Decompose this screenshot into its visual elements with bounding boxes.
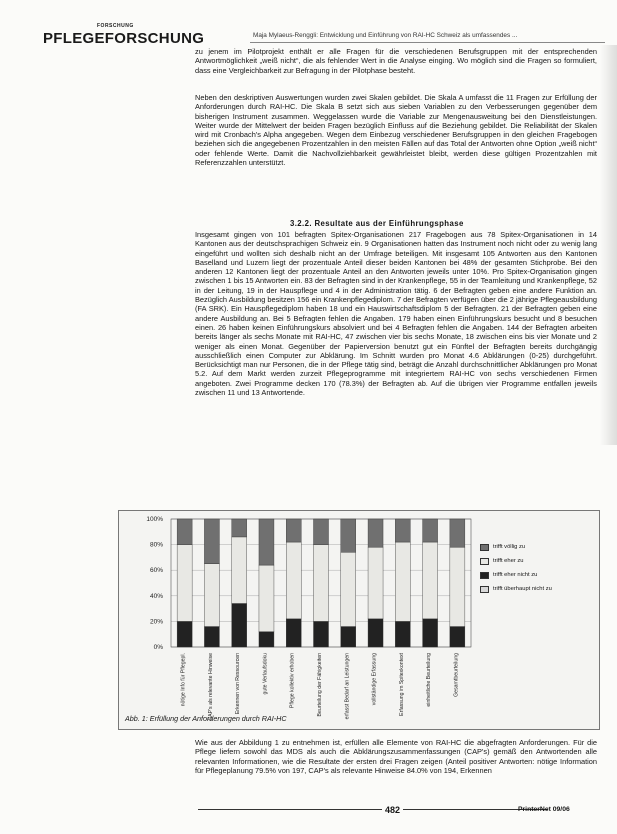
bar-segment <box>368 619 383 647</box>
legend-item <box>480 568 592 582</box>
x-tick-label: Gesamtbeurteilung <box>453 653 460 697</box>
legend-label: trifft eher nicht zu <box>493 572 538 578</box>
legend-item <box>480 582 592 596</box>
journal-logo-sup: FORSCHUNG <box>97 23 134 29</box>
section-title: 3.2.2. Resultate aus der Einführungsphase <box>290 219 464 228</box>
bar-segment <box>341 552 356 626</box>
bar-segment <box>232 603 247 647</box>
legend-label: trifft völlig zu <box>493 544 526 550</box>
legend-swatch <box>480 572 489 579</box>
bar-segment <box>204 627 219 647</box>
bar-segment <box>423 619 438 647</box>
paragraph-4 <box>195 738 597 775</box>
y-tick-label: 40% <box>149 592 163 600</box>
journal-logo <box>43 23 205 47</box>
legend-swatch <box>480 544 489 551</box>
header-rule <box>250 42 605 43</box>
running-title: Maja Mylaeus-Renggli: Entwicklung und Einführung von RAI-HC Schweiz als umfassendes ... <box>253 32 518 39</box>
legend-swatch <box>480 558 489 565</box>
bar-segment <box>314 519 329 545</box>
x-tick-label: erfasst Bedarf an Leistungen <box>344 653 351 720</box>
bar-segment <box>232 537 247 604</box>
bar-segment <box>341 627 356 647</box>
bar-segment <box>314 545 329 622</box>
x-tick-label: Erfassung im Spitexkontext <box>398 653 405 716</box>
chart-legend <box>480 540 592 596</box>
bar-segment <box>423 542 438 619</box>
x-tick-label: einheitliche Beurteilung <box>426 653 433 707</box>
bar-segment <box>368 519 383 547</box>
journal-logo-text: PFLEGEFORSCHUNG <box>43 30 205 47</box>
page-number: 482 <box>382 805 403 815</box>
x-tick-label: Erkennen von Ressourcen <box>235 653 242 715</box>
bar-segment <box>450 547 465 626</box>
paragraph-2-text: Neben den deskriptiven Auswertungen wurden zwei Skalen gebildet. Die Skala A umfasst die 11 Fragen zur Erfüllung der Anforderungen durch RAI-HC. Die Skala B setzt sich aus sieben Variablen zu den Verbesserungen gegenüber dem bisherigen Instrument zusammen. Weggelassen wurde die Variable zur Mengenausweitung bei den Dienstleistungen. Weiter wurde der Mittelwert der beiden Fragen bezüglich Einfluss auf die Beziehung gebildet. Die Reliabilität der Skalen wird mit Cronbach's Alpha angegeben. Wegen dem Einbezug verschiedener Berufsgruppen in den gleichen Fragebogen beziehen sich die angegebenen Prozentzahlen in den meisten Fällen auf das Total der Antworten ohne Option „weiß nicht“ oder fehlende Werte. Damit die Nachvollziehbarkeit gewährleistet bleibt, werden diese gültigen Prozentzahlen mit Referenzzahlen unterstützt. <box>195 93 597 168</box>
bar-segment <box>259 565 274 632</box>
x-tick-label: gute Verlaufsdoku <box>262 653 269 695</box>
bar-segment <box>314 621 329 647</box>
bar-segment <box>286 519 301 542</box>
bar-segment <box>450 627 465 647</box>
y-tick-label: 20% <box>149 618 163 626</box>
x-tick-label: nötige Info für Pflegepl. <box>180 653 187 707</box>
bar-segment <box>341 519 356 552</box>
bar-segment <box>259 519 274 565</box>
paragraph-3 <box>195 230 597 397</box>
bar-segment <box>450 519 465 547</box>
y-tick-label: 60% <box>149 567 163 575</box>
bar-segment <box>286 619 301 647</box>
legend-item <box>480 540 592 554</box>
bar-segment <box>368 547 383 619</box>
bar-segment <box>177 545 192 622</box>
bar-segment <box>395 621 410 647</box>
journal-issue: PrinterNet 09/06 <box>518 806 570 813</box>
x-tick-label: vollständige Erfassung <box>371 653 378 706</box>
footer-rule <box>198 809 548 810</box>
bar-segment <box>259 632 274 647</box>
x-tick-label: CAP's als relevante Hinweise <box>207 653 214 721</box>
bar-segment <box>177 519 192 545</box>
scan-shadow <box>600 45 617 445</box>
paragraph-1-text: zu jenem im Pilotprojekt enthält er alle Fragen für die verschiedenen Berufsgruppen mit der entsprechenden Antwortmöglichkeit „weiß nicht“, die als fehlender Wert in die Analyse einging. Wo möglich sind die Fragen so formuliert, dass eine Vergleichbarkeit zur Befragung in der Pilotphase besteht. <box>195 47 597 75</box>
legend-swatch <box>480 586 489 593</box>
bar-segment <box>423 519 438 542</box>
y-tick-label: 0% <box>153 644 163 651</box>
paragraph-4-text: Wie aus der Abbildung 1 zu entnehmen ist, erfüllen alle Elemente von RAI-HC die abgefragten Anforderungen. Für die Pflege liefern sowohl das MDS als auch die Abklärungszusammenfassungen (CAP's) gemäß den Antwortenden alle relevanten Informationen, wie die Resultate der ersten drei Fragen zeigen (Anteil positiver Antworten: nötige Information für Pflegeplanung 79.5% von 197, CAP's als relevante Hinweise 84.0% von 194, Erkennen <box>195 738 597 775</box>
bar-segment <box>204 564 219 627</box>
paragraph-3-text: Insgesamt gingen von 101 befragten Spitex-Organisationen 217 Fragebogen aus 78 Spitex-Organisationen in 14 Kantonen aus der deutschsprachigen Schweiz ein. 9 Organisationen hatten das Instrument noch nicht oder zu wenig lang eingeführt und wollten sich deshalb nicht an der Umfrage beteiligen. Mit insgesamt 105 Antworten aus den Kantonen Baselland und Luzern liegt der prozentuale Anteil dieser beiden Kantonen bei 48% der gesamten Stichprobe. Bei den anderen 12 Kantonen liegt der prozentuale Anteil an den Antworten jeweils unter 10%. Pro Spitex-Organisation gingen zwischen 1 bis 15 Antworten ein. 83 der Befragten sind in der Krankenpflege, 55 in der Teamleitung und Krankenpflege, 52 in der Leitung, 19 in der Hauspflege und 4 in der Administration tätig. 6 der Befragten geben eine andere Funktion an. Bezüglich Ausbildung besitzen 156 ein Krankenpflegediplom. 7 der Befragten verfügen über die 2 jährige Pflegeausbildung (FA SRK). Ein Hauspflegediplom haben 18 und ein Hauswirtschaftsdiplom 5 der Befragten. 21 der Befragten geben eine andere Ausbildung an. Bei 5 Befragten fehlen die Angaben. 179 haben einen Einführungskurs besucht und 8 besuchen einen. 26 haben keinen Einführungskurs absolviert und bei 4 Befragten fehlen die Angaben. 144 der Befragten arbeiten bereits länger als sechs Monate mit RAI-HC, 47 zwischen vier bis sechs Monate, 18 zwischen eins bis vier Monate und 2 weniger als einen Monat. Gegenüber der Papierversion benutzt gut ein Fünftel der Befragten bereits durchgängig ausschließlich einen Computer zur Abklärung. Im Schnitt wurden pro Monat 4.6 Abklärungen (0-25) durchgeführt. Berücksichtigt man nur Personen, die in der Pflege tätig sind, beträgt die Anzahl durchschnittlicher Abklärungen pro Monat 5.2. Auf dem Markt werden zurzeit Pflegeprogramme mit integriertem RAI-HC von sechs verschiedenen Firmen angeboten. Zwei Programme decken 170 (78.3%) der Befragten ab. Auf die übrigen vier Programme entfallen jeweils zwischen 11 und 13 Antwortende. <box>195 230 597 398</box>
paragraph-1 <box>195 47 597 75</box>
figure-caption: Abb. 1: Erfüllung der Anforderungen durch RAI-HC <box>125 714 287 723</box>
y-tick-label: 80% <box>149 541 163 549</box>
legend-label: trifft überhaupt nicht zu <box>493 586 552 592</box>
paragraph-2 <box>195 93 597 167</box>
x-tick-label: Pflege kollektiv erhoben <box>289 653 296 709</box>
bar-segment <box>286 542 301 619</box>
legend-item <box>480 554 592 568</box>
x-tick-label: Beurteilung der Fähigkeiten <box>317 653 323 717</box>
legend-label: trifft eher zu <box>493 558 524 564</box>
bar-segment <box>395 542 410 621</box>
y-tick-label: 100% <box>146 516 163 523</box>
bar-segment <box>395 519 410 542</box>
bar-segment <box>177 621 192 647</box>
bar-segment <box>232 519 247 537</box>
bar-segment <box>204 519 219 564</box>
